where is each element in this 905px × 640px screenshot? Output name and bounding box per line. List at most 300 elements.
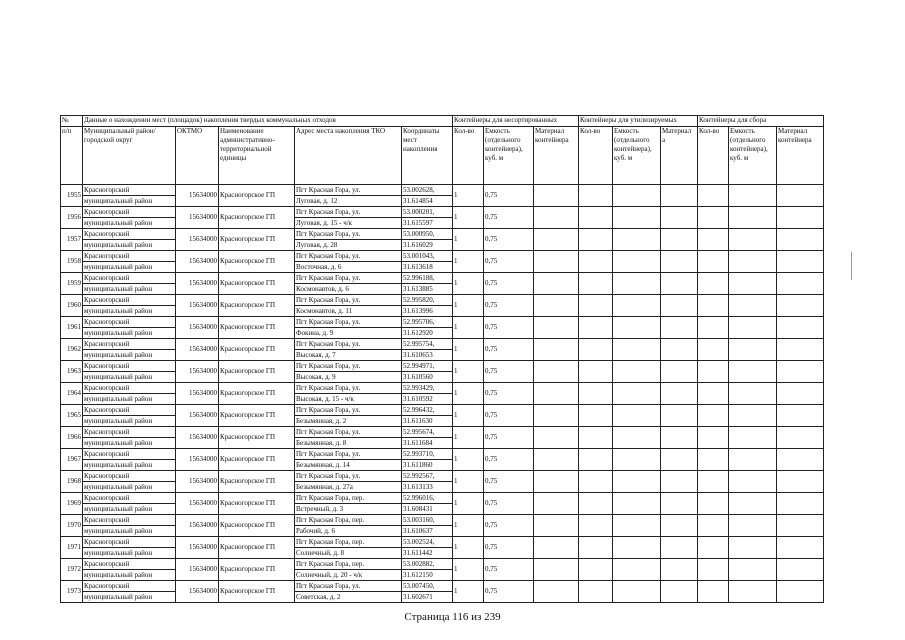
table-row bbox=[61, 559, 824, 581]
cell-district-text: муниципальный район bbox=[83, 591, 175, 602]
cell-district-text: Красногорский bbox=[84, 252, 130, 260]
cell-district-text: муниципальный район bbox=[83, 195, 175, 206]
cell-address-text: Солнечный, д. 20 - ч/к bbox=[295, 569, 401, 580]
cell-coords-text: 31.613618 bbox=[402, 261, 452, 272]
cell-empty bbox=[698, 405, 729, 427]
cell-coords-text: 52.995674, bbox=[403, 428, 435, 436]
cell-empty bbox=[777, 207, 824, 229]
table-row bbox=[61, 361, 824, 383]
cell-district-text: муниципальный район bbox=[83, 415, 175, 426]
cell-capacity-text: 0,75 bbox=[485, 565, 498, 573]
cell-count bbox=[453, 295, 484, 317]
cell-empty bbox=[579, 273, 613, 295]
cell-empty bbox=[661, 515, 698, 537]
cell-district bbox=[83, 273, 176, 295]
cell-address-text: Безымянная, д. 27а bbox=[295, 481, 401, 492]
cell-coords-text: 31.611630 bbox=[402, 415, 452, 426]
cell-coords-text: 53.003160, bbox=[403, 516, 435, 524]
cell-empty bbox=[613, 251, 661, 273]
cell-count-text: 1 bbox=[454, 235, 458, 243]
cell-number bbox=[61, 339, 83, 361]
cell-number-text: 1967 bbox=[67, 455, 81, 463]
cell-oktmo-text: 15634000 bbox=[189, 587, 217, 595]
cell-address-text: Пгт Красная Гора, ул. bbox=[296, 406, 361, 414]
cell-capacity bbox=[484, 559, 534, 581]
page-footer bbox=[0, 611, 905, 623]
cell-empty bbox=[777, 295, 824, 317]
cell-empty bbox=[729, 273, 777, 295]
cell-address bbox=[295, 449, 402, 471]
cell-coords bbox=[402, 471, 453, 493]
cell-empty bbox=[579, 581, 613, 603]
table-row bbox=[61, 581, 824, 603]
cell-empty bbox=[777, 229, 824, 251]
cell-district-text: Красногорский bbox=[84, 274, 130, 282]
cell-empty bbox=[534, 449, 579, 471]
cell-oktmo-text: 15634000 bbox=[189, 191, 217, 199]
cell-capacity-text: 0,75 bbox=[485, 521, 498, 529]
cell-empty bbox=[729, 471, 777, 493]
waste-sites-table bbox=[60, 115, 824, 603]
cell-address-text: Пгт Красная Гора, ул. bbox=[296, 230, 361, 238]
cell-empty bbox=[698, 251, 729, 273]
cell-empty bbox=[534, 273, 579, 295]
cell-empty bbox=[777, 383, 824, 405]
cell-coords-text: 31.611442 bbox=[402, 547, 452, 558]
cell-oktmo-text: 15634000 bbox=[189, 213, 217, 221]
cell-empty bbox=[729, 515, 777, 537]
cell-empty bbox=[534, 493, 579, 515]
cell-capacity bbox=[484, 405, 534, 427]
cell-empty bbox=[579, 515, 613, 537]
cell-coords bbox=[402, 515, 453, 537]
cell-empty bbox=[534, 537, 579, 559]
cell-count bbox=[453, 185, 484, 207]
cell-coords bbox=[402, 207, 453, 229]
cell-district-text: Красногорский bbox=[84, 340, 130, 348]
cell-oktmo-text: 15634000 bbox=[189, 279, 217, 287]
table-row bbox=[61, 207, 824, 229]
cell-oktmo bbox=[176, 515, 219, 537]
cell-oktmo-text: 15634000 bbox=[189, 433, 217, 441]
cell-empty bbox=[777, 493, 824, 515]
cell-oktmo bbox=[176, 581, 219, 603]
cell-unit bbox=[219, 559, 295, 581]
cell-coords-text: 52.996016, bbox=[403, 494, 435, 502]
cell-number-text: 1959 bbox=[67, 279, 81, 287]
cell-empty bbox=[698, 581, 729, 603]
cell-unit-text: Красногорское ГП bbox=[220, 323, 276, 331]
cell-count bbox=[453, 273, 484, 295]
cell-address bbox=[295, 339, 402, 361]
cell-coords bbox=[402, 185, 453, 207]
cell-district-text: Красногорский bbox=[84, 450, 130, 458]
cell-capacity-text: 0,75 bbox=[485, 411, 498, 419]
cell-district-text: Красногорский bbox=[84, 296, 130, 304]
cell-empty bbox=[698, 471, 729, 493]
cell-district-text: Красногорский bbox=[84, 362, 130, 370]
cell-count-text: 1 bbox=[454, 301, 458, 309]
cell-district-text: муниципальный район bbox=[83, 459, 175, 470]
cell-number-text: 1972 bbox=[67, 565, 81, 573]
page-of: из bbox=[471, 611, 482, 623]
cell-district bbox=[83, 339, 176, 361]
cell-unit bbox=[219, 537, 295, 559]
cell-empty bbox=[729, 185, 777, 207]
cell-address-text: Пгт Красная Гора, ул. bbox=[296, 582, 361, 590]
cell-number-text: 1973 bbox=[67, 587, 81, 595]
cell-district bbox=[83, 251, 176, 273]
cell-empty bbox=[613, 317, 661, 339]
cell-empty bbox=[729, 361, 777, 383]
cell-oktmo bbox=[176, 207, 219, 229]
cell-number bbox=[61, 361, 83, 383]
cell-empty bbox=[613, 295, 661, 317]
cell-empty bbox=[534, 405, 579, 427]
cell-coords bbox=[402, 493, 453, 515]
cell-empty bbox=[534, 207, 579, 229]
cell-oktmo-text: 15634000 bbox=[189, 565, 217, 573]
header-capacity-collection: Емкость (отдельного контейнера), куб. м bbox=[729, 127, 777, 185]
cell-coords-text: 52.996432, bbox=[403, 406, 435, 414]
cell-empty bbox=[661, 471, 698, 493]
cell-district-text: муниципальный район bbox=[83, 349, 175, 360]
cell-capacity bbox=[484, 339, 534, 361]
cell-address bbox=[295, 185, 402, 207]
cell-empty bbox=[661, 449, 698, 471]
table-row bbox=[61, 537, 824, 559]
cell-count bbox=[453, 537, 484, 559]
cell-capacity bbox=[484, 427, 534, 449]
table-row bbox=[61, 493, 824, 515]
cell-number-text: 1966 bbox=[67, 433, 81, 441]
page-label: Страница bbox=[404, 611, 450, 623]
cell-number bbox=[61, 559, 83, 581]
cell-capacity bbox=[484, 295, 534, 317]
cell-capacity-text: 0,75 bbox=[485, 301, 498, 309]
cell-oktmo bbox=[176, 273, 219, 295]
cell-number bbox=[61, 449, 83, 471]
cell-number bbox=[61, 581, 83, 603]
cell-empty bbox=[698, 427, 729, 449]
cell-empty bbox=[661, 273, 698, 295]
cell-capacity-text: 0,75 bbox=[485, 213, 498, 221]
cell-coords-text: 31.610637 bbox=[402, 525, 452, 536]
cell-empty bbox=[579, 383, 613, 405]
cell-capacity-text: 0,75 bbox=[485, 389, 498, 397]
cell-address bbox=[295, 471, 402, 493]
cell-address bbox=[295, 273, 402, 295]
cell-capacity bbox=[484, 207, 534, 229]
cell-coords-text: 31.613996 bbox=[402, 305, 452, 316]
cell-number bbox=[61, 185, 83, 207]
cell-district bbox=[83, 537, 176, 559]
cell-oktmo-text: 15634000 bbox=[189, 521, 217, 529]
cell-district-text: муниципальный район bbox=[83, 503, 175, 514]
cell-empty bbox=[579, 537, 613, 559]
cell-district-text: Красногорский bbox=[84, 516, 130, 524]
cell-capacity bbox=[484, 471, 534, 493]
cell-unit-text: Красногорское ГП bbox=[220, 191, 276, 199]
cell-empty bbox=[777, 361, 824, 383]
cell-coords-text: 52.995754, bbox=[403, 340, 435, 348]
cell-empty bbox=[579, 493, 613, 515]
header-material: Материал контейнера bbox=[534, 127, 579, 185]
cell-unit bbox=[219, 449, 295, 471]
cell-district-text: муниципальный район bbox=[83, 393, 175, 404]
cell-empty bbox=[613, 339, 661, 361]
cell-empty bbox=[698, 273, 729, 295]
cell-address-text: Восточная, д. 6 bbox=[295, 261, 401, 272]
cell-unit-text: Красногорское ГП bbox=[220, 235, 276, 243]
cell-count bbox=[453, 383, 484, 405]
cell-empty bbox=[613, 383, 661, 405]
cell-district-text: муниципальный район bbox=[83, 481, 175, 492]
cell-unit bbox=[219, 405, 295, 427]
cell-address bbox=[295, 317, 402, 339]
cell-coords bbox=[402, 229, 453, 251]
cell-oktmo bbox=[176, 251, 219, 273]
cell-address-text: Пгт Красная Гора, ул. bbox=[296, 274, 361, 282]
cell-unit-text: Красногорское ГП bbox=[220, 543, 276, 551]
cell-coords-text: 31.610592 bbox=[402, 393, 452, 404]
cell-empty bbox=[698, 537, 729, 559]
cell-count bbox=[453, 405, 484, 427]
cell-unit bbox=[219, 251, 295, 273]
cell-count-text: 1 bbox=[454, 477, 458, 485]
cell-coords-text: 31.612150 bbox=[402, 569, 452, 580]
cell-count-text: 1 bbox=[454, 499, 458, 507]
cell-unit-text: Красногорское ГП bbox=[220, 455, 276, 463]
cell-empty bbox=[661, 185, 698, 207]
cell-address-text: Безымянная, д. 2 bbox=[295, 415, 401, 426]
cell-empty bbox=[613, 449, 661, 471]
cell-empty bbox=[661, 427, 698, 449]
cell-district bbox=[83, 449, 176, 471]
page-total: 239 bbox=[484, 611, 501, 623]
cell-empty bbox=[579, 207, 613, 229]
cell-address bbox=[295, 405, 402, 427]
cell-empty bbox=[698, 339, 729, 361]
cell-capacity bbox=[484, 515, 534, 537]
cell-number-text: 1955 bbox=[67, 191, 81, 199]
cell-oktmo-text: 15634000 bbox=[189, 235, 217, 243]
cell-capacity bbox=[484, 229, 534, 251]
cell-empty bbox=[579, 251, 613, 273]
cell-empty bbox=[613, 515, 661, 537]
cell-coords bbox=[402, 361, 453, 383]
cell-empty bbox=[777, 559, 824, 581]
cell-unit bbox=[219, 273, 295, 295]
cell-district bbox=[83, 493, 176, 515]
cell-district bbox=[83, 427, 176, 449]
cell-empty bbox=[661, 317, 698, 339]
cell-count-text: 1 bbox=[454, 367, 458, 375]
cell-empty bbox=[613, 471, 661, 493]
cell-unit bbox=[219, 185, 295, 207]
cell-unit-text: Красногорское ГП bbox=[220, 477, 276, 485]
cell-number bbox=[61, 493, 83, 515]
cell-empty bbox=[579, 185, 613, 207]
cell-empty bbox=[613, 361, 661, 383]
cell-count bbox=[453, 515, 484, 537]
cell-count-text: 1 bbox=[454, 521, 458, 529]
cell-capacity bbox=[484, 185, 534, 207]
cell-district-text: Красногорский bbox=[84, 208, 130, 216]
cell-number-text: 1969 bbox=[67, 499, 81, 507]
cell-empty bbox=[729, 493, 777, 515]
cell-unit bbox=[219, 493, 295, 515]
cell-empty bbox=[698, 207, 729, 229]
cell-empty bbox=[579, 229, 613, 251]
table-row bbox=[61, 229, 824, 251]
cell-empty bbox=[534, 229, 579, 251]
cell-district bbox=[83, 405, 176, 427]
cell-capacity bbox=[484, 493, 534, 515]
cell-address-text: Встречный, д. 3 bbox=[295, 503, 401, 514]
cell-count-text: 1 bbox=[454, 257, 458, 265]
header-collection-group: Контейнеры для сбора bbox=[698, 116, 824, 127]
cell-address bbox=[295, 295, 402, 317]
cell-address-text: Луговая, д. 28 bbox=[295, 239, 401, 250]
cell-address bbox=[295, 251, 402, 273]
cell-empty bbox=[661, 537, 698, 559]
cell-number bbox=[61, 537, 83, 559]
cell-oktmo bbox=[176, 449, 219, 471]
cell-empty bbox=[729, 405, 777, 427]
cell-coords bbox=[402, 559, 453, 581]
cell-coords-text: 31.612920 bbox=[402, 327, 452, 338]
cell-empty bbox=[729, 581, 777, 603]
cell-address-text: Безымянная, д. 8 bbox=[295, 437, 401, 448]
cell-empty bbox=[534, 559, 579, 581]
cell-district-text: муниципальный район bbox=[83, 371, 175, 382]
cell-empty bbox=[777, 471, 824, 493]
cell-count bbox=[453, 339, 484, 361]
cell-empty bbox=[661, 207, 698, 229]
table-row bbox=[61, 471, 824, 493]
cell-district bbox=[83, 317, 176, 339]
cell-empty bbox=[729, 339, 777, 361]
cell-district-text: муниципальный район bbox=[83, 569, 175, 580]
cell-district bbox=[83, 581, 176, 603]
cell-coords bbox=[402, 273, 453, 295]
cell-empty bbox=[579, 361, 613, 383]
cell-address-text: Советская, д. 2 bbox=[295, 591, 401, 602]
cell-address-text: Пгт Красная Гора, ул. bbox=[296, 208, 361, 216]
cell-capacity-text: 0,75 bbox=[485, 477, 498, 485]
cell-number-text: 1970 bbox=[67, 521, 81, 529]
cell-address-text: Пгт Красная Гора, пер. bbox=[296, 560, 365, 568]
cell-district-text: Красногорский bbox=[84, 582, 130, 590]
header-row-groups bbox=[61, 116, 824, 127]
cell-unit-text: Красногорское ГП bbox=[220, 433, 276, 441]
cell-empty bbox=[698, 383, 729, 405]
cell-coords-text: 52.992567, bbox=[403, 472, 435, 480]
cell-unit bbox=[219, 229, 295, 251]
cell-number-text: 1964 bbox=[67, 389, 81, 397]
cell-number bbox=[61, 317, 83, 339]
cell-empty bbox=[729, 317, 777, 339]
cell-empty bbox=[534, 251, 579, 273]
cell-count bbox=[453, 361, 484, 383]
cell-district bbox=[83, 559, 176, 581]
cell-coords bbox=[402, 339, 453, 361]
cell-district-text: Красногорский bbox=[84, 428, 130, 436]
cell-coords-text: 52.995706, bbox=[403, 318, 435, 326]
cell-district bbox=[83, 229, 176, 251]
cell-coords-text: 31.614854 bbox=[402, 195, 452, 206]
cell-capacity-text: 0,75 bbox=[485, 323, 498, 331]
cell-district-text: Красногорский bbox=[84, 384, 130, 392]
cell-unit-text: Красногорское ГП bbox=[220, 389, 276, 397]
cell-number bbox=[61, 405, 83, 427]
cell-number bbox=[61, 251, 83, 273]
header-coords: Координаты мест накопления bbox=[402, 127, 453, 185]
cell-empty bbox=[729, 207, 777, 229]
cell-address-text: Пгт Красная Гора, ул. bbox=[296, 296, 361, 304]
cell-district-text: Красногорский bbox=[84, 186, 130, 194]
header-count-collection: Кол-во bbox=[698, 127, 729, 185]
cell-number bbox=[61, 229, 83, 251]
cell-district bbox=[83, 185, 176, 207]
cell-address-text: Пгт Красная Гора, ул. bbox=[296, 318, 361, 326]
cell-empty bbox=[698, 185, 729, 207]
cell-unit bbox=[219, 515, 295, 537]
cell-number-text: 1960 bbox=[67, 301, 81, 309]
cell-count bbox=[453, 427, 484, 449]
cell-district-text: Красногорский bbox=[84, 538, 130, 546]
cell-unit bbox=[219, 581, 295, 603]
cell-empty bbox=[777, 185, 824, 207]
cell-coords bbox=[402, 537, 453, 559]
cell-oktmo bbox=[176, 383, 219, 405]
cell-coords-text: 53.000201, bbox=[403, 208, 435, 216]
cell-capacity-text: 0,75 bbox=[485, 367, 498, 375]
cell-capacity bbox=[484, 273, 534, 295]
cell-oktmo bbox=[176, 361, 219, 383]
header-row-columns bbox=[61, 127, 824, 185]
cell-coords bbox=[402, 383, 453, 405]
cell-coords-text: 31.613133 bbox=[402, 481, 452, 492]
cell-empty bbox=[698, 361, 729, 383]
cell-district-text: муниципальный район bbox=[83, 327, 175, 338]
cell-empty bbox=[729, 229, 777, 251]
cell-number bbox=[61, 273, 83, 295]
table-row bbox=[61, 339, 824, 361]
table-row bbox=[61, 317, 824, 339]
cell-address bbox=[295, 515, 402, 537]
cell-empty bbox=[534, 427, 579, 449]
cell-address-text: Пгт Красная Гора, ул. bbox=[296, 450, 361, 458]
cell-coords bbox=[402, 405, 453, 427]
cell-empty bbox=[613, 207, 661, 229]
margin-mark bbox=[851, 252, 852, 280]
cell-address bbox=[295, 559, 402, 581]
cell-number bbox=[61, 427, 83, 449]
cell-empty bbox=[698, 515, 729, 537]
cell-district-text: муниципальный район bbox=[83, 261, 175, 272]
cell-empty bbox=[579, 427, 613, 449]
cell-address-text: Высокая, д. 9 bbox=[295, 371, 401, 382]
cell-address bbox=[295, 361, 402, 383]
cell-empty bbox=[534, 185, 579, 207]
cell-coords-text: 31.602671 bbox=[402, 591, 452, 602]
cell-count-text: 1 bbox=[454, 543, 458, 551]
cell-unit bbox=[219, 471, 295, 493]
cell-empty bbox=[534, 383, 579, 405]
cell-empty bbox=[534, 361, 579, 383]
